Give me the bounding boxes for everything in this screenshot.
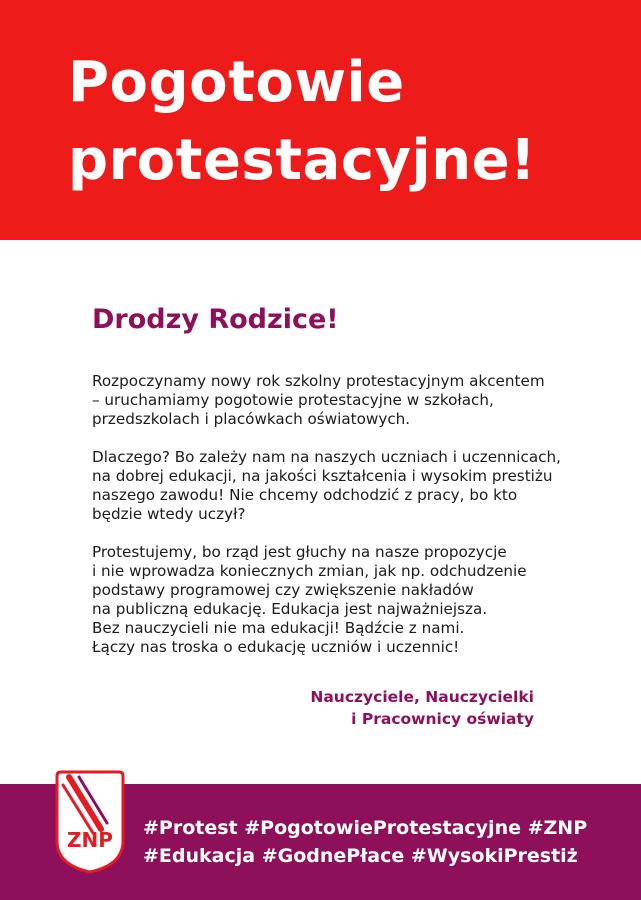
hashtags-line-2: #Edukacja #GodnePłace #WysokiPrestiż (143, 845, 578, 867)
text-line: Bez nauczycieli nie ma edukacji! Bądźcie z nami. (92, 619, 465, 637)
text-line: – uruchamiamy pogotowie protestacyjne w szkołach, (92, 391, 494, 409)
hashtags (143, 814, 587, 870)
page-title (68, 44, 536, 200)
title-line-1: Pogotowie (68, 50, 405, 115)
text-line: Rozpoczynamy nowy rok szkolny protestacyjnym akcentem (92, 372, 545, 390)
znp-logo-icon (55, 769, 125, 875)
paragraph-2 (92, 448, 562, 524)
text-line: Protestujemy, bo rząd jest głuchy na nasze propozycje (92, 543, 507, 561)
hashtags-line-1: #Protest #PogotowieProtestacyjne #ZNP (143, 817, 588, 839)
title-line-2: protestacyjne! (68, 128, 537, 193)
text-line: na dobrej edukacji, na jakości kształcenia i wysokim prestiżu (92, 467, 553, 485)
text-line: Łączy nas troska o edukację uczniów i uczennic! (92, 638, 460, 656)
signature (310, 686, 534, 730)
text-line: Dlaczego? Bo zależy nam na naszych uczniach i uczennicach, (92, 448, 561, 466)
text-line: na publiczną edukację. Edukacja jest najważniejsza. (92, 600, 488, 618)
letter-body (92, 372, 562, 676)
paragraph-1 (92, 372, 562, 429)
text-line: przedszkolach i placówkach oświatowych. (92, 410, 411, 428)
text-line: będzie wtedy uczył? (92, 505, 246, 523)
paragraph-3 (92, 543, 562, 657)
text-line: podstawy programowej czy zwiększenie nakładów (92, 581, 474, 599)
signature-line-2: i Pracownicy oświaty (351, 710, 534, 728)
greeting-heading: Drodzy Rodzice! (92, 304, 339, 335)
logo-text: ZNP (67, 828, 113, 852)
header-banner (0, 0, 641, 240)
signature-line-1: Nauczyciele, Nauczycielki (310, 688, 534, 706)
text-line: i nie wprowadza koniecznych zmian, jak np. odchudzenie (92, 562, 527, 580)
text-line: naszego zawodu! Nie chcemy odchodzić z pracy, bo kto (92, 486, 518, 504)
